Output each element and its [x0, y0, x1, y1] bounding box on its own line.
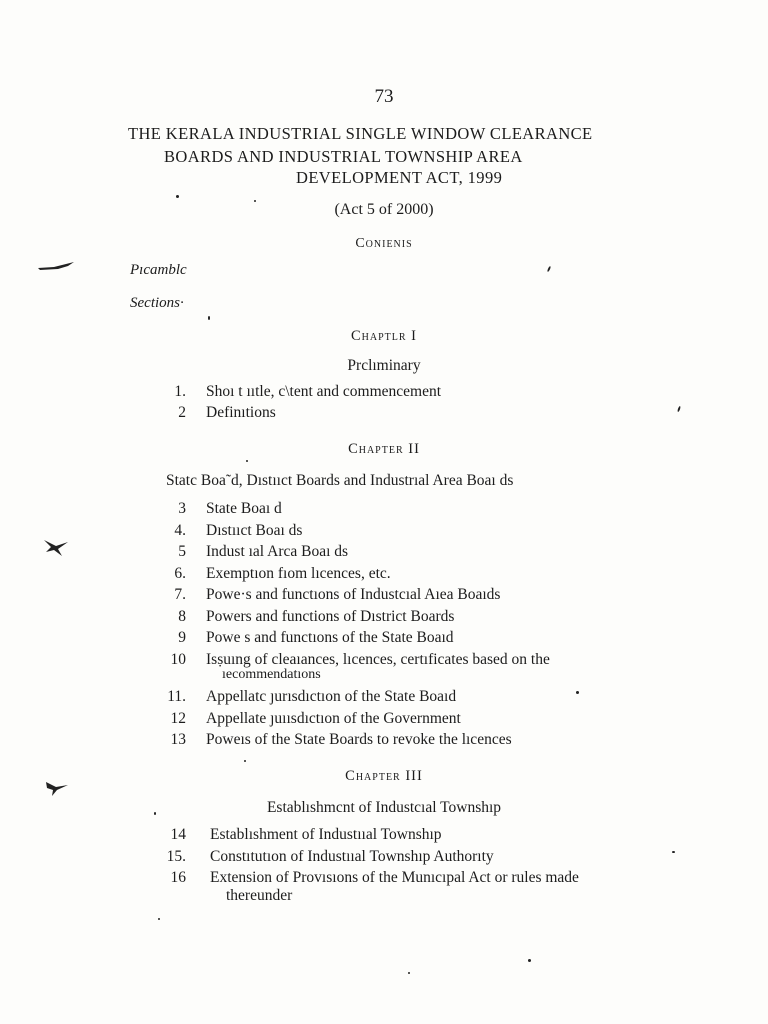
- preamble-label: Pıcamblc: [130, 262, 187, 278]
- item-text: Isṣuıng of cleaıances, lıcences, certıficates based on the: [206, 651, 550, 668]
- scan-speck: [244, 760, 246, 762]
- item-number: 13: [170, 731, 186, 748]
- item-number: 16: [170, 869, 186, 886]
- margin-mark-2: [42, 536, 70, 558]
- item-number: 3: [178, 500, 186, 517]
- item-text: Powe s and functıons of the State Boaıd: [206, 629, 454, 646]
- item-number: 10: [170, 651, 186, 668]
- item-text: Exemptıon fıom lıcences, etc.: [206, 565, 391, 582]
- item-number: 2: [178, 404, 186, 421]
- sections-label: Sections·: [130, 295, 184, 311]
- title-line-2: BOARDS AND INDUSTRIAL TOWNSHIP AREA: [164, 147, 523, 166]
- item-text: Definıtions: [206, 404, 276, 421]
- scan-speck: [254, 200, 256, 202]
- title-line-3: DEVELOPMENT ACT, 1999: [296, 168, 503, 187]
- item-number: 12: [170, 710, 186, 727]
- chapter-2-subheading: Statc Boa˜d, Dıstııct Boards and Industrıal Area Boaı ds: [166, 472, 514, 489]
- item-text: Establıshment of Industııal Townshıp: [210, 826, 442, 843]
- item-number: 4.: [174, 522, 186, 539]
- scan-speck: [176, 195, 179, 198]
- item-number: 8: [178, 608, 186, 625]
- item-number: 1.: [174, 383, 186, 400]
- scan-speck: [246, 460, 248, 462]
- scan-speck: [158, 918, 160, 920]
- page-number: 73: [374, 86, 394, 107]
- scan-speck: [528, 959, 531, 962]
- chapter-1-subheading: Prclıminary: [347, 357, 421, 374]
- scan-speck: [208, 316, 210, 320]
- margin-mark-3: [44, 778, 70, 798]
- chapter-3-heading: Chapter III: [345, 768, 423, 784]
- chapter-2-heading: Chapter II: [348, 441, 420, 457]
- item-text: Extension of Provısıons of the Munıcıpal Act or rules made: [210, 869, 579, 886]
- item-text: Constıtutıon of Industııal Townshıp Authorıty: [210, 848, 494, 865]
- item-text: Powers and functions of Dıstrict Boards: [206, 608, 455, 625]
- item-number: 9: [178, 629, 186, 646]
- item-text: Powe·s and functıons of Industcıal Aıea Boaıds: [206, 586, 501, 603]
- margin-mark-1: [36, 258, 76, 274]
- item-number: 11.: [167, 688, 186, 705]
- item-text: State Boaı d: [206, 500, 282, 517]
- scan-speck: [547, 266, 551, 272]
- scan-speck: [576, 691, 579, 694]
- item-continuation: ıecommendatıons: [222, 667, 321, 682]
- chapter-3-subheading: Establıshmcnt of Industcıal Townshıp: [266, 799, 502, 816]
- item-text: Indust ıal Arca Boaı ds: [206, 543, 349, 560]
- item-number: 15.: [166, 848, 186, 865]
- item-text: Shoı t ııtle, c\tent and commencement: [206, 383, 442, 400]
- scan-speck: [408, 972, 410, 974]
- item-text: Appellatc ȷurısdıctıon of the State Boaıd: [206, 688, 457, 705]
- item-number: 7.: [174, 586, 186, 603]
- item-text: Dıstııct Boaı ds: [206, 522, 303, 539]
- item-number: 5: [178, 543, 186, 560]
- contents-heading: Conienis: [355, 236, 413, 251]
- item-text: Appellate ȷuıısdıctıon of the Government: [206, 710, 461, 727]
- scan-speck: [154, 812, 156, 815]
- item-text: Poweıs of the State Boards to revoke the lıcences: [206, 731, 512, 748]
- act-number: (Act 5 of 2000): [334, 201, 434, 218]
- scan-speck: [677, 406, 681, 412]
- item-number: 14: [170, 826, 186, 843]
- title-line-1: THE KERALA INDUSTRIAL SINGLE WINDOW CLEARANCE: [128, 124, 593, 143]
- scan-speck: [672, 851, 675, 853]
- item-number: 6.: [174, 565, 186, 582]
- chapter-1-heading: Chaptlr I: [350, 328, 418, 344]
- item-continuation: thereunder: [226, 887, 293, 904]
